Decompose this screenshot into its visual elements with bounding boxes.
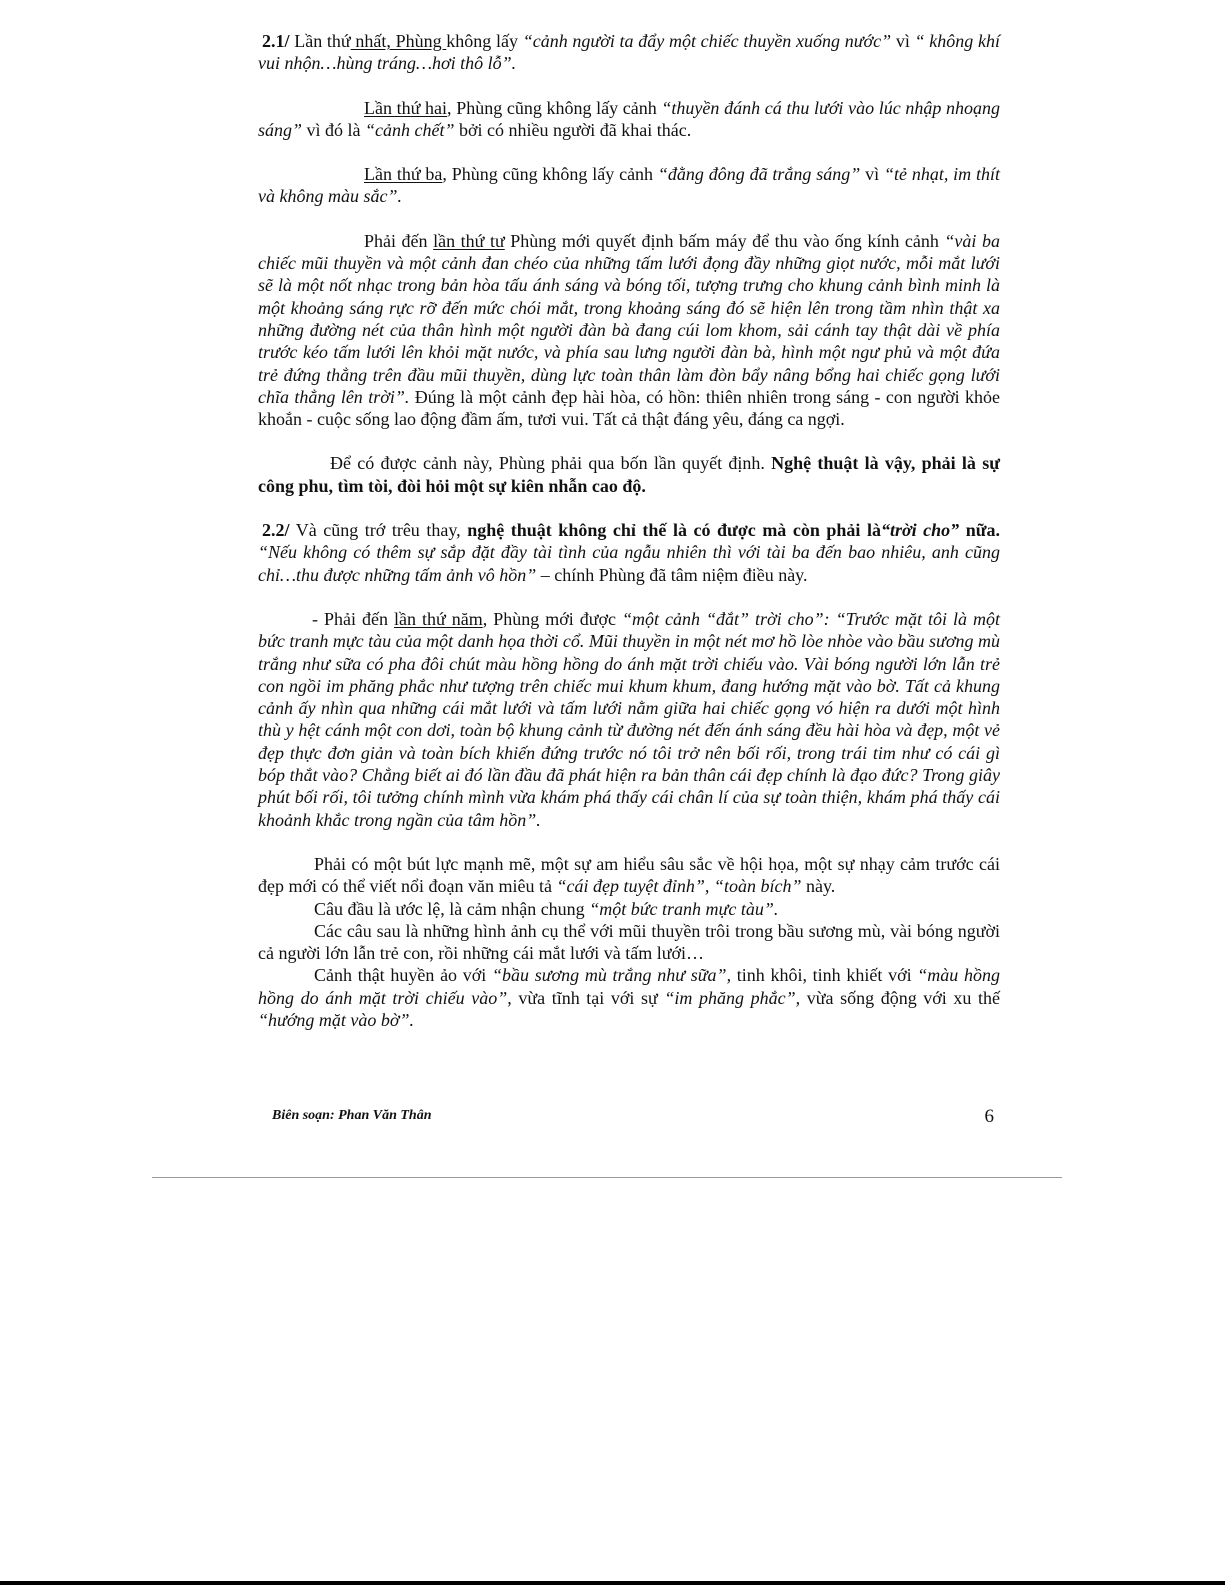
- underlined-text: nhất, Phùng: [350, 31, 447, 51]
- bold-text: nghệ thuật không chỉ thế là có được mà còn phải là: [467, 520, 881, 541]
- document-body: [258, 30, 1000, 1031]
- section-number: 2.2/: [262, 520, 290, 541]
- quote: “cảnh người ta đẩy một chiếc thuyền xuống nước”: [522, 31, 892, 51]
- bold-text: Nghệ thuật là vậy, phải là sự công phu, tìm tòi, đòi hỏi một sự kiên nhẫn cao độ.: [258, 453, 1000, 496]
- underlined-text: lần thứ tư: [433, 230, 505, 251]
- text-run: này.: [801, 876, 836, 897]
- text-run: Phải có một bút lực mạnh mẽ, một sự am hiểu sâu sắc về hội họa, một sự nhạy cảm trước cái đẹp mới có thể viết nổi đoạn văn miêu tả: [258, 853, 1000, 897]
- quote: “tẻ nhạt, im thít và không màu sắc”.: [258, 164, 1000, 207]
- text-run: bởi có nhiều người đã khai thác.: [454, 119, 692, 140]
- quote: “Nếu không có thêm sự sắp đặt đầy tài tình của ngẫu nhiên thì với tài ba đến bao nhiêu, anh cũng chỉ…thu được những tấm ảnh vô hồn”: [258, 542, 1000, 585]
- text-run: vì: [891, 31, 915, 51]
- paragraph-2-2-analysis: [258, 853, 1000, 898]
- text-run: - Phải đến: [312, 608, 394, 629]
- bottom-border: [0, 1581, 1225, 1585]
- paragraph-2-1-fourth: [258, 230, 1000, 431]
- paragraph-2-1-conclusion: [258, 452, 1000, 497]
- underlined-text: Lần thứ hai: [364, 97, 448, 118]
- quote: “màu hồng hồng do ánh mặt trời chiếu vào”,: [258, 965, 1001, 1008]
- text-run: Cảnh thật huyền ảo với: [314, 965, 492, 986]
- quote: “ không khí vui nhộn…hùng tráng…hơi thô lỗ”.: [258, 31, 1000, 74]
- text-run: vừa tĩnh tại với sự: [511, 987, 665, 1008]
- text-run: Đúng là một cảnh đẹp hài hòa, có hồn: thiên nhiên trong sáng - con người khỏe khoắn - cuộc sống lao động đầm ấm, tươi vui. Tất cả thật đáng yêu, đáng ca ngợi.: [258, 386, 1000, 430]
- section-number: 2.1/: [262, 31, 290, 51]
- text-run: Để có được cảnh này, Phùng phải qua bốn lần quyết định.: [330, 453, 772, 474]
- page-footer: [272, 1108, 1000, 1130]
- text-run: Lần thứ: [289, 31, 351, 51]
- text-run: Câu đầu là ước lệ, là cảm nhận chung: [314, 898, 590, 919]
- underlined-text: Lần thứ ba: [364, 164, 443, 185]
- text-run: , Phùng mới được: [482, 608, 622, 629]
- quote: “cái đẹp tuyệt đỉnh”, “toàn bích”: [556, 876, 802, 897]
- paragraph-2-1-first: [258, 30, 1000, 75]
- quote: “vài ba chiếc mũi thuyền và một cảnh đan chéo của những tấm lưới đọng đầy những giọt nước, mỗi mắt lưới sẽ là một nốt nhạc trong bản hòa tấu ánh sáng và bóng tối, tượng trưng cho khung cảnh bình minh là một khoảng sáng rực rỡ đến mức chói mắt, trong khoảng sáng đó sẽ hiện lên trong tầm nhìn thật xa những đường nét của thân hình một người đàn bà đang cúi lom khom, sải cánh tay thật dài về phía trước kéo tấm lưới lên khỏi mặt nước, và phía sau lưng người đàn bà, hình một ngư phủ và một đứa trẻ đứng thẳng trên đầu mũi thuyền, dùng lực toàn thân làm đòn bẩy nâng bổng hai chiếc gọng lưới chĩa thẳng lên trời”.: [258, 230, 1000, 407]
- text-run: Và cũng trớ trêu thay,: [289, 520, 468, 541]
- text-run: – chính Phùng đã tâm niệm điều này.: [536, 564, 808, 585]
- page-divider: [152, 1177, 1062, 1178]
- text-run: Phùng mới quyết định bấm máy để thu vào ống kính cảnh: [504, 230, 945, 251]
- bold-text: nữa.: [959, 520, 1001, 541]
- quote: “đằng đông đã trắng sáng”: [657, 164, 861, 185]
- paragraph-2-1-third: [258, 163, 1000, 208]
- text-run: không lấy: [446, 31, 523, 51]
- underlined-text: lần thứ năm: [393, 608, 483, 629]
- quote: “im phăng phắc”,: [664, 987, 801, 1008]
- quote: “một bức tranh mực tàu”.: [589, 898, 779, 919]
- quote: “hướng mặt vào bờ”.: [258, 1009, 415, 1030]
- page-number: 6: [984, 1106, 994, 1127]
- text-run: vì: [860, 164, 884, 185]
- quote: “bầu sương mù trắng như sữa”,: [491, 965, 732, 986]
- quote: “một cảnh “đắt” trời cho”: “Trước mặt tôi là một bức tranh mực tàu của một danh họa thời cổ. Mũi thuyền in một nét mơ hồ lòe nhòe vào bầu sương mù trắng như sữa có pha đôi chút màu hồng hồng do ánh mặt trời chiếu vào. Vài bóng người lớn lẫn trẻ con ngồi im phăng phắc như tượng trên chiếc mui khum khum, đang hướng mặt vào bờ. Tất cả khung cảnh ấy nhìn qua những cái mắt lưới và tấm lưới nằm giữa hai chiếc gọng vó hiện ra dưới một hình thù y hệt cánh một con dơi, toàn bộ khung cảnh từ đường nét đến ánh sáng đều hài hòa và đẹp, một vẻ đẹp thực đơn giản và toàn bích khiến đứng trước nó tôi trở nên bối rối, trong trái tim như có cái gì bóp thắt vào? Chẳng biết ai đó lần đầu đã phát hiện ra bản thân cái đẹp chính là đạo đức? Trong giây phút bối rối, tôi tưởng chính mình vừa khám phá thấy cái chân lí của sự toàn thiện, khám phá thấy cái khoảnh khắc trong ngần của tâm hồn”.: [258, 608, 1001, 830]
- text-run: , Phùng cũng không lấy cảnh: [442, 164, 658, 185]
- text-run: , Phùng cũng không lấy cảnh: [447, 97, 662, 118]
- text-run: Các câu sau là những hình ảnh cụ thể với mũi thuyền trôi trong bầu sương mù, vài bóng người cả người lớn lẫn trẻ con, rồi những cái mắt lưới và tấm lưới…: [258, 920, 1000, 964]
- quote: “cảnh chết”: [365, 119, 455, 140]
- bold-quote: “trời cho”: [880, 520, 960, 541]
- text-run: Phải đến: [364, 230, 434, 251]
- paragraph-2-2-first-sentence: [258, 898, 1000, 920]
- text-run: vừa sống động với xu thế: [800, 987, 1001, 1008]
- quote: “thuyền đánh cá thu lưới vào lúc nhập nhoạng sáng”: [258, 97, 1001, 140]
- paragraph-2-2-scene: [258, 964, 1000, 1031]
- paragraph-2-2-following-sentences: [258, 920, 1000, 965]
- paragraph-2-1-second: [258, 97, 1000, 142]
- paragraph-2-2-fifth-time: [258, 608, 1000, 831]
- footer-author: Biên soạn: Phan Văn Thân: [272, 1108, 432, 1123]
- text-run: vì đó là: [302, 119, 366, 140]
- paragraph-2-2-first: [258, 519, 1000, 586]
- text-run: tinh khôi, tinh khiết với: [731, 965, 918, 986]
